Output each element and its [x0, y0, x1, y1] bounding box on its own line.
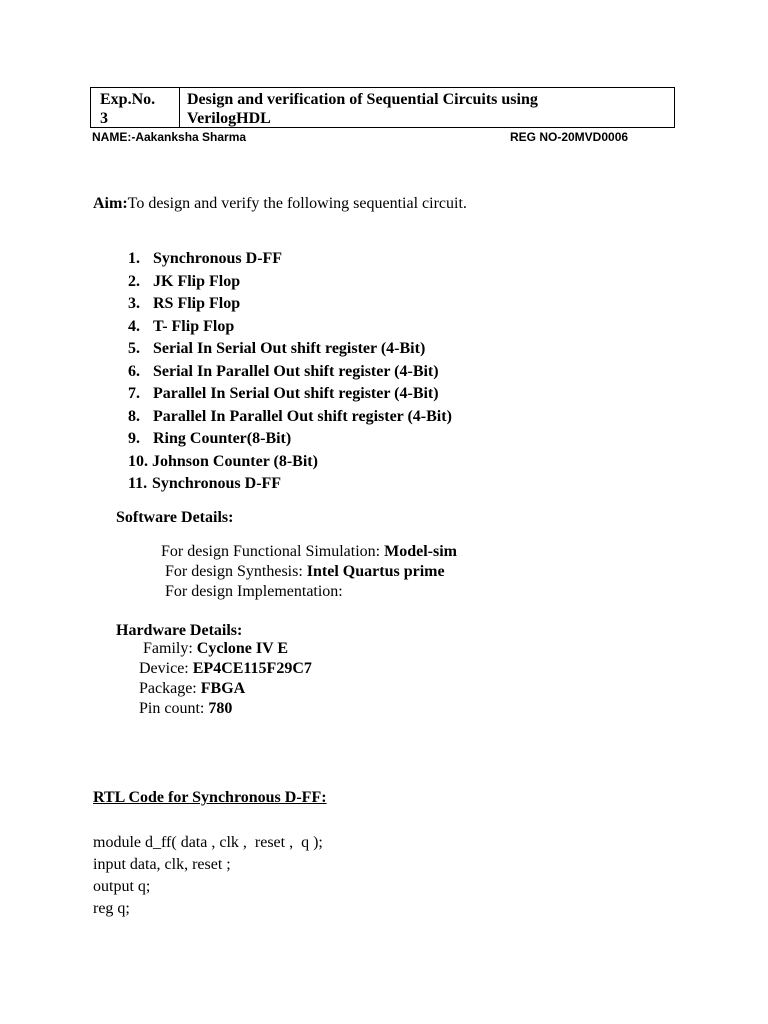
list-item-number: 4. [128, 317, 140, 335]
experiment-title-line-1: Design and verification of Sequential Circuits using [187, 91, 538, 108]
list-item [128, 293, 452, 316]
list-item [128, 338, 452, 361]
list-item-text: Serial In Parallel Out shift register (4-Bit) [153, 362, 439, 380]
list-item [128, 383, 452, 406]
code-line: module d_ff( data , clk , reset , q ); [93, 834, 323, 851]
hardware-package-value: FBGA [200, 680, 246, 697]
list-item-text: Synchronous D-FF [152, 475, 282, 492]
list-item-text: T- Flip Flop [153, 317, 235, 335]
list-item-text: Serial In Serial Out shift register (4-Bit) [153, 340, 426, 357]
hardware-pincount-label: Pin count: [139, 700, 209, 717]
list-item-text: Ring Counter(8-Bit) [153, 430, 292, 447]
list-item-text: Johnson Counter (8-Bit) [152, 452, 318, 470]
synthesis-tool-label: For design Synthesis: [165, 563, 307, 580]
list-item [128, 406, 452, 429]
list-item-number: 5. [128, 340, 140, 357]
code-line: input data, clk, reset ; [93, 856, 231, 873]
hardware-family-label: Family: [143, 640, 197, 657]
simulation-tool-label: For design Functional Simulation: [161, 543, 385, 560]
synthesis-tool-line [165, 562, 445, 582]
experiment-number-label: Exp.No. [100, 91, 156, 108]
experiment-title-line-2: VerilogHDL [187, 110, 271, 127]
list-item-number: 10. [128, 452, 148, 470]
hardware-package-label: Package: [139, 680, 201, 697]
simulation-tool-line [161, 542, 457, 562]
list-item [128, 473, 452, 496]
code-line: output q; [93, 878, 151, 895]
list-item-text: Parallel In Parallel Out shift register (4-Bit) [153, 407, 452, 425]
implementation-tool-line [165, 582, 343, 602]
aim-text: To design and verify the following sequential circuit. [127, 195, 467, 212]
list-item-number: 6. [128, 362, 140, 380]
student-name: NAME:-Aakanksha Sharma [92, 130, 247, 144]
list-item-number: 9. [128, 430, 140, 447]
hardware-pincount-line [139, 699, 232, 719]
rtl-code-heading: RTL Code for Synchronous D-FF: [93, 789, 327, 806]
hardware-pincount-value: 780 [208, 700, 233, 717]
list-item-number: 11. [128, 475, 148, 492]
list-item-text: RS Flip Flop [153, 295, 241, 312]
list-item-text: Parallel In Serial Out shift register (4-Bit) [153, 385, 439, 402]
list-item [128, 451, 452, 474]
list-item-number: 3. [128, 295, 140, 312]
list-item-text: Synchronous D-FF [153, 250, 283, 267]
circuit-list [128, 248, 452, 496]
aim-statement [93, 194, 467, 214]
hardware-device-line [139, 659, 312, 679]
implementation-tool-label: For design Implementation: [165, 583, 343, 600]
experiment-number-cell [91, 88, 180, 127]
hardware-family-value: Cyclone IV E [196, 640, 289, 657]
list-item-number: 1. [128, 250, 140, 267]
code-line: reg q; [93, 900, 130, 917]
list-item [128, 361, 452, 384]
software-details-heading: Software Details: [116, 509, 234, 526]
list-item [128, 316, 452, 339]
hardware-package-line [139, 679, 245, 699]
list-item-text: JK Flip Flop [153, 272, 241, 290]
aim-label: Aim: [93, 195, 128, 212]
experiment-header-table [90, 87, 675, 128]
hardware-family-line [143, 639, 288, 659]
hardware-device-value: EP4CE115F29C7 [192, 660, 312, 677]
experiment-number-value: 3 [100, 110, 108, 127]
hardware-details-heading: Hardware Details: [116, 622, 243, 639]
simulation-tool-value: Model-sim [384, 543, 457, 560]
registration-number: REG NO-20MVD0006 [510, 130, 629, 144]
list-item-number: 8. [128, 407, 140, 425]
list-item-number: 2. [128, 272, 140, 290]
hardware-device-label: Device: [139, 660, 193, 677]
experiment-title-cell [180, 88, 674, 127]
list-item [128, 428, 452, 451]
list-item-number: 7. [128, 385, 140, 402]
list-item [128, 248, 452, 271]
synthesis-tool-value: Intel Quartus prime [306, 563, 445, 580]
list-item [128, 271, 452, 294]
